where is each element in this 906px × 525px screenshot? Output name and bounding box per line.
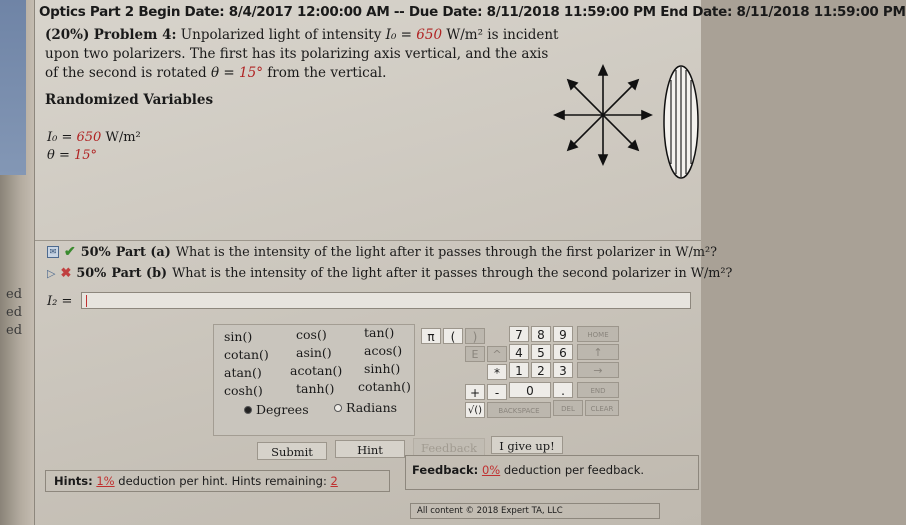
sidebar-mark: ed — [6, 287, 23, 302]
key-multiply[interactable]: * — [487, 364, 507, 380]
left-sidebar-strip — [0, 0, 34, 525]
rv-var: I₀ = — [47, 130, 73, 145]
rv-var: θ = — [47, 148, 70, 163]
problem-text: is incident upon two — [45, 27, 559, 62]
key-5[interactable]: 5 — [531, 344, 551, 360]
radio-unselected-icon — [334, 404, 342, 412]
key-right-arrow[interactable]: → — [577, 362, 619, 378]
cross-icon: ✖ — [60, 266, 72, 281]
mode-degrees-radio[interactable] — [244, 402, 309, 417]
fn-sin[interactable]: sin() — [224, 329, 253, 344]
problem-text: from the vertical. — [267, 65, 387, 81]
sidebar-nav-bar — [0, 0, 26, 175]
key-minus[interactable]: - — [487, 384, 507, 400]
problem-theta-value: 15° — [239, 65, 263, 81]
hints-remaining: 2 — [330, 474, 338, 488]
key-6[interactable]: 6 — [553, 344, 573, 360]
part-percent: 50% — [80, 244, 111, 260]
assignment-header — [39, 4, 906, 20]
part-b-row[interactable] — [47, 266, 732, 281]
key-0[interactable]: 0 — [509, 382, 551, 398]
key-1[interactable]: 1 — [509, 362, 529, 378]
end-label: End Date: — [660, 4, 733, 20]
randomized-variable-theta — [47, 148, 97, 163]
feedback-info — [405, 455, 699, 490]
key-del[interactable]: DEL — [553, 400, 583, 416]
part-question: What is the intensity of the light after it passes through the second polarizer in W/m²? — [172, 266, 733, 281]
give-up-button[interactable]: I give up! — [491, 436, 563, 454]
part-box-icon: ✉ — [47, 246, 59, 258]
key-dot[interactable]: . — [553, 382, 573, 398]
assignment-title: Optics Part 2 — [39, 4, 134, 20]
polarizer-disc-icon — [664, 66, 698, 178]
key-2[interactable]: 2 — [531, 362, 551, 378]
due-date: 8/11/2018 11:59:00 PM — [486, 4, 656, 20]
randomized-variables-title: Randomized Variables — [45, 92, 214, 108]
key-lparen[interactable]: ( — [443, 328, 463, 344]
part-percent: 50% — [76, 266, 107, 281]
problem-card — [34, 0, 906, 525]
key-caret[interactable]: ^ — [487, 346, 507, 362]
fn-sinh[interactable]: sinh() — [364, 361, 401, 376]
key-7[interactable]: 7 — [509, 326, 529, 342]
part-question: What is the intensity of the light after it passes through the first polarizer in W/m²? — [175, 244, 717, 260]
due-label: Due Date: — [408, 4, 483, 20]
feedback-text: deduction per feedback. — [503, 463, 645, 477]
fn-acos[interactable]: acos() — [364, 343, 403, 358]
key-up-arrow[interactable]: ↑ — [577, 344, 619, 360]
key-pi[interactable]: π — [421, 328, 441, 344]
key-plus[interactable]: + — [465, 384, 485, 400]
key-8[interactable]: 8 — [531, 326, 551, 342]
feedback-button[interactable]: Feedback — [413, 438, 485, 456]
hints-percent: 1% — [96, 474, 115, 488]
key-9[interactable]: 9 — [553, 326, 573, 342]
hint-button[interactable]: Hint — [335, 440, 405, 458]
key-end[interactable]: END — [577, 382, 619, 398]
problem-statement — [45, 26, 565, 83]
fn-cos[interactable]: cos() — [296, 327, 327, 342]
randomized-variable-i0 — [47, 130, 141, 145]
part-a-row[interactable] — [47, 244, 717, 260]
expand-triangle-icon[interactable]: ▷ — [47, 267, 56, 280]
key-backspace[interactable]: BACKSPACE — [487, 402, 551, 418]
problem-var-theta: θ = — [211, 65, 235, 81]
sidebar-mark: ed — [6, 305, 23, 320]
fn-cotan[interactable]: cotan() — [224, 347, 269, 362]
end-date: 8/11/2018 11:59:00 PM — [736, 4, 906, 20]
keypad — [421, 324, 701, 424]
key-clear[interactable]: CLEAR — [585, 400, 619, 416]
mode-radians-label: Radians — [346, 400, 398, 415]
hints-label: Hints: — [54, 474, 93, 488]
polarizer-diagram — [553, 62, 701, 202]
key-home[interactable]: HOME — [577, 326, 619, 342]
fn-cotanh[interactable]: cotanh() — [358, 379, 411, 394]
rv-value: 15° — [74, 148, 98, 163]
fn-tanh[interactable]: tanh() — [296, 381, 335, 396]
problem-var-i0: I₀ = — [385, 27, 412, 43]
fn-atan[interactable]: atan() — [224, 365, 262, 380]
feedback-label: Feedback: — [412, 463, 479, 477]
fn-cosh[interactable]: cosh() — [224, 383, 263, 398]
problem-i0-unit: W/m² — [446, 27, 483, 43]
polarization-arrows-icon — [555, 66, 651, 164]
key-3[interactable]: 3 — [553, 362, 573, 378]
key-sqrt[interactable]: √() — [465, 402, 485, 418]
key-e[interactable]: E — [465, 346, 485, 362]
function-panel — [213, 324, 415, 436]
checkmark-icon: ✔ — [64, 244, 76, 260]
feedback-percent: 0% — [481, 463, 501, 477]
submit-button[interactable]: Submit — [257, 442, 327, 460]
problem-text: polarizers. The first has its polarizing axis vertical, and the axis of the second is rotated — [45, 46, 549, 81]
text-caret — [86, 295, 87, 307]
mode-radians-radio[interactable] — [334, 400, 397, 415]
problem-label: Problem 4: — [93, 27, 177, 43]
header-separator: -- — [393, 4, 405, 20]
part-label: Part (b) — [111, 266, 168, 281]
rv-value: 650 — [76, 130, 102, 145]
part-label: Part (a) — [115, 244, 171, 260]
answer-label: I₂ = — [47, 294, 73, 309]
copyright-footer: All content © 2018 Expert TA, LLC — [410, 503, 660, 519]
problem-weight: (20%) — [45, 27, 90, 43]
rv-unit: W/m² — [105, 130, 141, 145]
mode-degrees-label: Degrees — [256, 402, 309, 417]
begin-date: 8/4/2017 12:00:00 AM — [228, 4, 390, 20]
fn-asin[interactable]: asin() — [296, 345, 332, 360]
key-rparen[interactable]: ) — [465, 328, 485, 344]
fn-tan[interactable]: tan() — [364, 325, 395, 340]
sidebar-mark: ed — [6, 323, 23, 338]
begin-label: Begin Date: — [138, 4, 225, 20]
hints-text: deduction per hint. Hints remaining: — [118, 474, 327, 488]
hints-info — [45, 470, 390, 492]
section-divider — [35, 240, 701, 241]
fn-acotan[interactable]: acotan() — [290, 363, 343, 378]
problem-i0-value: 650 — [416, 27, 443, 43]
key-4[interactable]: 4 — [509, 344, 529, 360]
radio-selected-icon — [244, 406, 252, 414]
problem-text: Unpolarized light of intensity — [180, 27, 382, 43]
answer-input[interactable] — [81, 292, 691, 309]
